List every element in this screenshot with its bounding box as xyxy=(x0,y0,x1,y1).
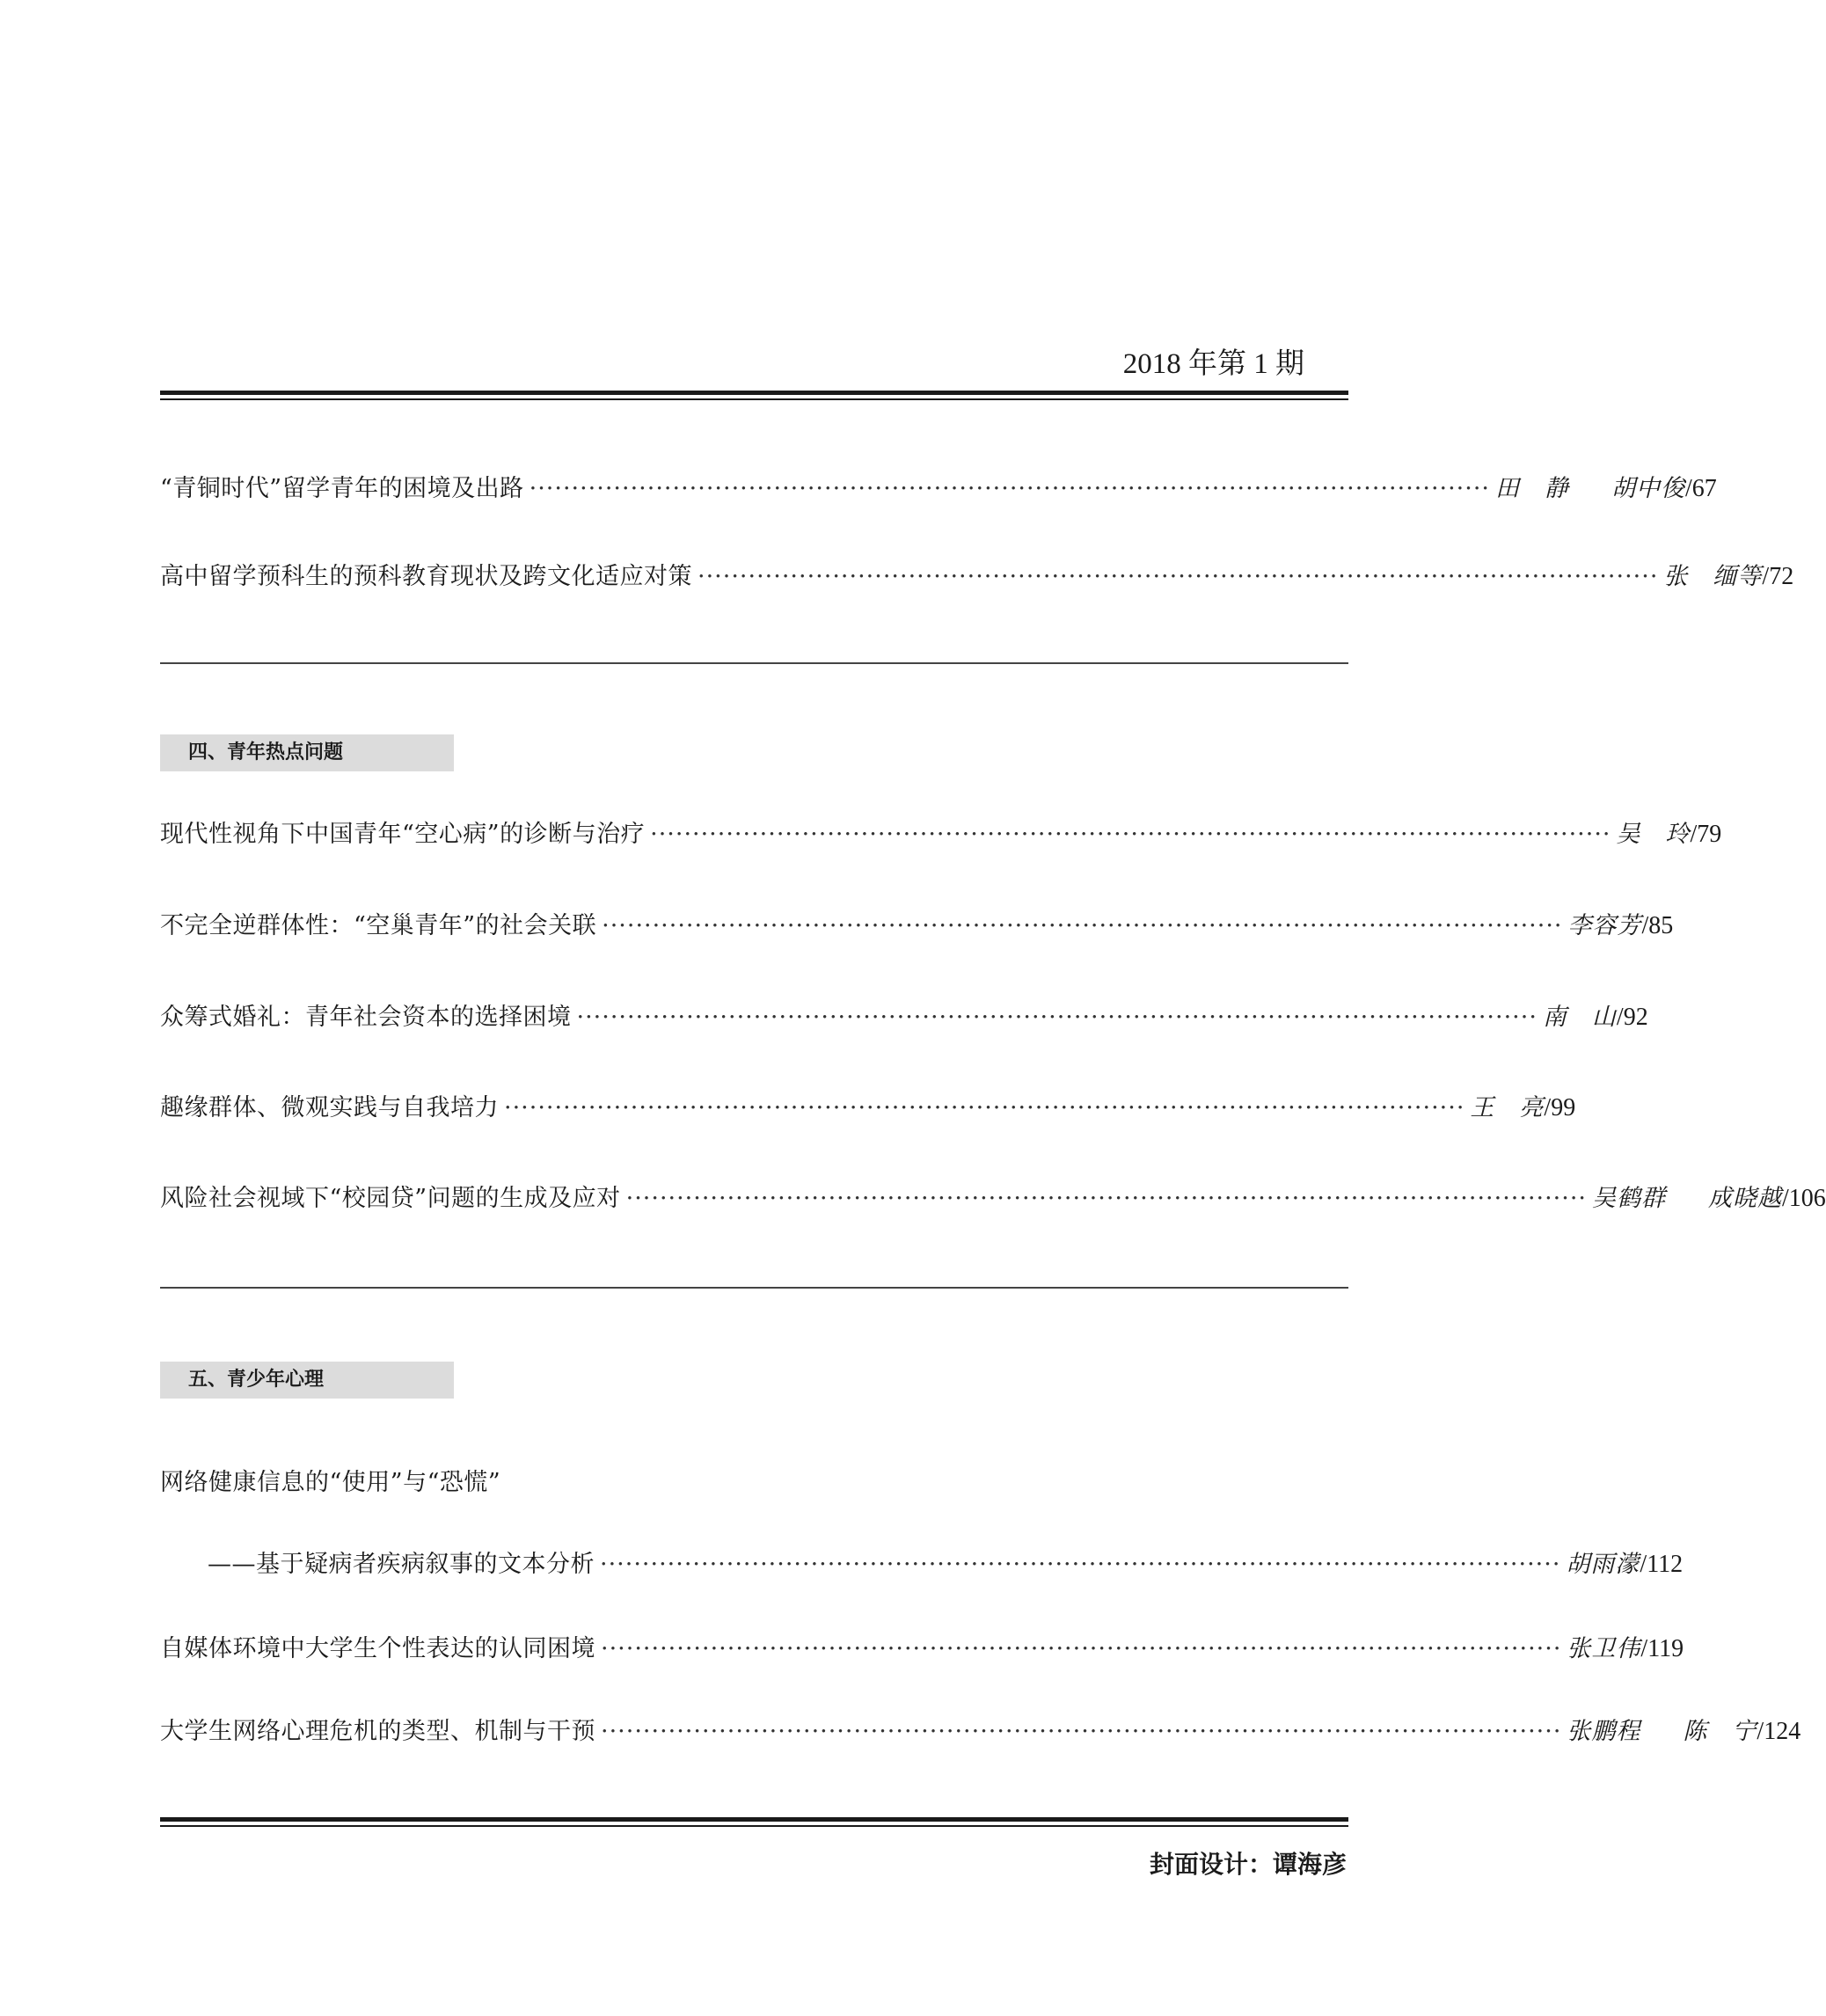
section-divider xyxy=(160,662,1348,664)
entry-title: 趣缘群体、微观实践与自我培力 xyxy=(160,1094,499,1121)
entry-author: 张鹏程 陈 宁 xyxy=(1567,1718,1757,1745)
dot-leader: ·················································································································· xyxy=(576,1004,1537,1031)
footer-rule xyxy=(160,1817,1348,1827)
entry-author: 胡雨濛 xyxy=(1566,1551,1640,1578)
entry-author: 王 亮 xyxy=(1470,1094,1545,1121)
dot-leader: ·················································································································· xyxy=(650,821,1611,848)
entry-page: /72 xyxy=(1762,563,1794,590)
entry-page: /112 xyxy=(1640,1551,1684,1578)
issue-label: 2018 年第 1 期 xyxy=(1122,348,1304,380)
section-heading: 四、青年热点问题 xyxy=(188,741,344,763)
entry-title: 自媒体环境中大学生个性表达的认同困境 xyxy=(160,1635,595,1662)
toc-entry[interactable] xyxy=(160,1181,1826,1216)
section-heading: 五、青少年心理 xyxy=(188,1369,325,1391)
entry-author: 吴鹤群 成晓越 xyxy=(1592,1185,1783,1212)
toc-entry[interactable] xyxy=(160,909,1674,944)
dot-leader: ·················································································································· xyxy=(600,1551,1561,1578)
entry-title: 大学生网络心理危机的类型、机制与干预 xyxy=(160,1718,595,1745)
section-divider xyxy=(160,1287,1348,1289)
toc-entry[interactable] xyxy=(160,1000,1648,1035)
entry-title: 风险社会视域下“校园贷”问题的生成及应对 xyxy=(160,1185,621,1212)
entry-title: 不完全逆群体性：“空巢青年”的社会关联 xyxy=(160,912,597,939)
entry-subtitle: ——基于疑病者疾病叙事的文本分析 xyxy=(208,1551,595,1578)
toc-entry[interactable] xyxy=(160,1714,1801,1749)
entry-page: /92 xyxy=(1616,1004,1648,1031)
entry-author: 南 山 xyxy=(1542,1004,1617,1031)
toc-entry[interactable] xyxy=(160,559,1794,595)
header-rule xyxy=(160,391,1348,400)
entry-page: /106 xyxy=(1782,1185,1826,1212)
toc-entry[interactable] xyxy=(160,1632,1684,1667)
entry-page: /99 xyxy=(1544,1094,1576,1121)
section-heading-box xyxy=(160,1362,454,1399)
entry-page: /119 xyxy=(1640,1635,1684,1662)
dot-leader: ·················································································································· xyxy=(601,1635,1562,1662)
entry-author: 张卫伟 xyxy=(1567,1635,1641,1662)
toc-entry[interactable] xyxy=(208,1547,1684,1582)
dot-leader: ·················································································································· xyxy=(625,1185,1588,1212)
entry-author: 田 静 胡中俊 xyxy=(1495,475,1686,502)
toc-entry[interactable] xyxy=(160,817,1722,852)
dot-leader: ·················································································································· xyxy=(602,912,1563,939)
entry-author: 张 缅等 xyxy=(1663,563,1763,590)
section-heading-box xyxy=(160,734,454,771)
dot-leader: ·················································································································· xyxy=(698,563,1659,590)
entry-page: /79 xyxy=(1690,821,1722,848)
dot-leader: ·················································································································· xyxy=(601,1718,1562,1745)
entry-author: 李容芳 xyxy=(1567,912,1642,939)
toc-entry[interactable] xyxy=(160,471,1717,507)
dot-leader: ·················································································································· xyxy=(529,475,1491,502)
entry-page: /85 xyxy=(1641,912,1674,939)
dot-leader: ·················································································································· xyxy=(504,1094,1465,1121)
entry-page: /124 xyxy=(1757,1718,1801,1745)
entry-title: 现代性视角下中国青年“空心病”的诊断与治疗 xyxy=(160,821,646,848)
toc-entry-title-line[interactable] xyxy=(160,1465,500,1501)
entry-author: 吴 玲 xyxy=(1616,821,1691,848)
toc-entry[interactable] xyxy=(160,1091,1576,1126)
entry-title: 众筹式婚礼：青年社会资本的选择困境 xyxy=(160,1004,572,1031)
entry-title: 高中留学预科生的预科教育现状及跨文化适应对策 xyxy=(160,563,692,590)
entry-title: “青铜时代”留学青年的困境及出路 xyxy=(160,475,524,502)
cover-design-credit: 封面设计：谭海彦 xyxy=(1149,1850,1347,1879)
entry-page: /67 xyxy=(1685,475,1717,502)
entry-title: 网络健康信息的“使用”与“恐慌” xyxy=(160,1469,501,1496)
